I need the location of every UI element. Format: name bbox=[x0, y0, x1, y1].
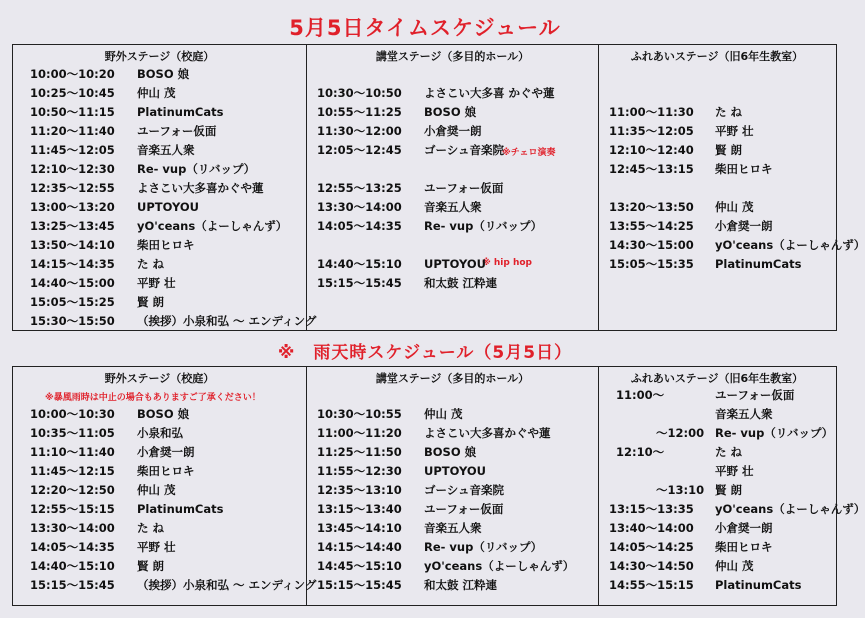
performer-name: ユーフォー仮面 bbox=[715, 388, 795, 402]
outdoor-stage-column bbox=[13, 45, 317, 330]
performer-name: ゴーシュ音楽院 bbox=[424, 483, 505, 497]
performer-name: 賢 朗 bbox=[715, 143, 743, 157]
performer-name: ユーフォー仮面 bbox=[137, 124, 217, 138]
performer-name: 柴田ヒロキ bbox=[715, 540, 773, 554]
performer-name: 音楽五人衆 bbox=[715, 407, 773, 421]
time-slot: 12:45〜13:15 bbox=[609, 162, 694, 176]
performer-name: 小泉和弘 bbox=[137, 426, 183, 440]
time-slot: 12:10〜 bbox=[616, 445, 665, 459]
time-slot: 15:15〜15:45 bbox=[317, 276, 402, 290]
performer-name: Re- vup（リバップ） bbox=[424, 540, 543, 554]
time-slot: 11:00〜 bbox=[616, 388, 665, 402]
performer-name: 仲山 茂 bbox=[715, 559, 754, 573]
time-slot: 14:40〜15:10 bbox=[30, 559, 115, 573]
performer-name: BOSO 娘 bbox=[137, 67, 190, 81]
time-slot: 13:30〜14:00 bbox=[30, 521, 115, 535]
performer-name: 柴田ヒロキ bbox=[137, 238, 195, 252]
time-slot: 14:45〜15:10 bbox=[317, 559, 402, 573]
performer-name: yO'ceans（よーしゃんず） bbox=[715, 238, 865, 252]
time-slot: 14:05〜14:25 bbox=[609, 540, 694, 554]
time-slot: 12:05〜12:45 bbox=[317, 143, 402, 157]
time-slot: 11:25〜11:50 bbox=[317, 445, 402, 459]
time-slot: 14:05〜14:35 bbox=[30, 540, 115, 554]
time-slot: 15:05〜15:25 bbox=[30, 295, 115, 309]
performer-name: 柴田ヒロキ bbox=[715, 162, 773, 176]
performer-name: 柴田ヒロキ bbox=[137, 464, 195, 478]
time-slot: 14:05〜14:35 bbox=[317, 219, 402, 233]
time-slot: 11:45〜12:15 bbox=[30, 464, 115, 478]
performer-name: PlatinumCats bbox=[715, 257, 802, 271]
time-slot: 11:00〜11:20 bbox=[317, 426, 402, 440]
performer-name: Re- vup（リバップ） bbox=[715, 426, 834, 440]
time-slot: 10:25〜10:45 bbox=[30, 86, 115, 100]
sunny-schedule-table bbox=[12, 44, 865, 331]
performer-name: BOSO 娘 bbox=[424, 445, 477, 459]
performer-name: ユーフォー仮面 bbox=[424, 502, 504, 516]
hall-stage-column bbox=[307, 367, 599, 605]
fureai-stage-column bbox=[599, 367, 865, 605]
hiphop-note: ※ hip hop bbox=[482, 258, 532, 268]
time-slot: 15:05〜15:35 bbox=[609, 257, 694, 271]
hall-stage-header: 講堂ステージ（多目的ホール） bbox=[375, 372, 530, 385]
time-slot: 13:40〜14:00 bbox=[609, 521, 694, 535]
time-slot: 13:45〜14:10 bbox=[317, 521, 402, 535]
performer-name: BOSO 娘 bbox=[137, 407, 190, 421]
time-slot: 10:00〜10:20 bbox=[30, 67, 115, 81]
time-slot: 10:30〜10:55 bbox=[317, 407, 402, 421]
performer-name: 仲山 茂 bbox=[715, 200, 754, 214]
performer-name: 小倉奨一朗 bbox=[715, 521, 773, 535]
time-slot: 11:30〜12:00 bbox=[317, 124, 402, 138]
time-slot: 13:30〜14:00 bbox=[317, 200, 402, 214]
performer-name: 音楽五人衆 bbox=[424, 200, 482, 214]
time-slot: 12:35〜12:55 bbox=[30, 181, 115, 195]
cello-note: ※チェロ演奏 bbox=[502, 148, 556, 158]
performer-name: PlatinumCats bbox=[137, 105, 224, 119]
performer-name: yO'ceans（よーしゃんず） bbox=[137, 219, 288, 233]
time-slot: 11:35〜12:05 bbox=[609, 124, 694, 138]
performer-name: Re- vup（リバップ） bbox=[137, 162, 256, 176]
time-slot: 12:10〜12:30 bbox=[30, 162, 115, 176]
time-slot: 14:40〜15:00 bbox=[30, 276, 115, 290]
performer-name: 小倉奨一朗 bbox=[424, 124, 482, 138]
time-slot: 12:55〜15:15 bbox=[30, 502, 115, 516]
performer-name: （挨拶）小泉和弘 〜 エンディング bbox=[137, 314, 317, 328]
time-slot: 13:20〜13:50 bbox=[609, 200, 694, 214]
time-slot: 14:30〜14:50 bbox=[609, 559, 694, 573]
time-slot: 10:55〜11:25 bbox=[317, 105, 402, 119]
performer-name: 音楽五人衆 bbox=[424, 521, 482, 535]
performer-name: PlatinumCats bbox=[137, 502, 224, 516]
hall-stage-column bbox=[307, 45, 599, 330]
time-slot: 13:15〜13:35 bbox=[609, 502, 694, 516]
fureai-stage-header: ふれあいステージ（旧6年生教室） bbox=[630, 372, 804, 385]
performer-name: 仲山 茂 bbox=[424, 407, 463, 421]
time-slot: 12:10〜12:40 bbox=[609, 143, 694, 157]
hall-stage-header: 講堂ステージ（多目的ホール） bbox=[375, 50, 530, 63]
performer-name: 賢 朗 bbox=[137, 559, 165, 573]
page-title: 5月5日タイムスケジュール bbox=[289, 16, 561, 40]
fureai-stage-column bbox=[599, 45, 865, 330]
performer-name: 音楽五人衆 bbox=[137, 143, 195, 157]
time-slot: 14:15〜14:40 bbox=[317, 540, 402, 554]
performer-name: 和太鼓 江粋連 bbox=[424, 578, 498, 592]
performer-name: 賢 朗 bbox=[715, 483, 743, 497]
performer-name: よさこい大多喜かぐや蓮 bbox=[424, 426, 551, 440]
performer-name: よさこい大多喜かぐや蓮 bbox=[137, 181, 264, 195]
storm-notice: ※暴風雨時は中止の場合もありますご了承ください！ bbox=[45, 393, 261, 403]
time-slot: 15:15〜15:45 bbox=[317, 578, 402, 592]
outdoor-stage-column bbox=[13, 367, 317, 605]
time-slot: 〜12:00 bbox=[656, 426, 705, 440]
performer-name: 賢 朗 bbox=[137, 295, 165, 309]
performer-name: 平野 壮 bbox=[137, 276, 176, 290]
time-slot: 15:15〜15:45 bbox=[30, 578, 115, 592]
time-slot: 15:30〜15:50 bbox=[30, 314, 115, 328]
time-slot: 14:40〜15:10 bbox=[317, 257, 402, 271]
time-slot: 13:55〜14:25 bbox=[609, 219, 694, 233]
fureai-stage-header: ふれあいステージ（旧6年生教室） bbox=[630, 50, 804, 63]
performer-name: 平野 壮 bbox=[715, 464, 754, 478]
performer-name: 小倉奨一朗 bbox=[137, 445, 195, 459]
performer-name: た ね bbox=[715, 105, 743, 119]
time-slot: 13:00〜13:20 bbox=[30, 200, 115, 214]
time-slot: 11:00〜11:30 bbox=[609, 105, 694, 119]
performer-name: PlatinumCats bbox=[715, 578, 802, 592]
time-slot: 13:25〜13:45 bbox=[30, 219, 115, 233]
performer-name: Re- vup（リバップ） bbox=[424, 219, 543, 233]
performer-name: ユーフォー仮面 bbox=[424, 181, 504, 195]
time-slot: 13:50〜14:10 bbox=[30, 238, 115, 252]
performer-name: UPTOYOU bbox=[424, 257, 487, 271]
performer-name: 平野 壮 bbox=[137, 540, 176, 554]
time-slot: 13:15〜13:40 bbox=[317, 502, 402, 516]
time-slot: 14:15〜14:35 bbox=[30, 257, 115, 271]
time-slot: 12:35〜13:10 bbox=[317, 483, 402, 497]
outdoor-stage-header: 野外ステージ（校庭） bbox=[104, 372, 215, 385]
performer-name: ゴーシュ音楽院 bbox=[424, 143, 505, 157]
performer-name: UPTOYOU bbox=[137, 200, 200, 214]
performer-name: よさこい大多喜 かぐや蓮 bbox=[424, 86, 555, 100]
rain-schedule-title: ※ 雨天時スケジュール（5月5日） bbox=[277, 343, 573, 363]
performer-name: yO'ceans（よーしゃんず） bbox=[715, 502, 865, 516]
performer-name: 小倉奨一朗 bbox=[715, 219, 773, 233]
time-slot: 〜13:10 bbox=[656, 483, 705, 497]
performer-name: BOSO 娘 bbox=[424, 105, 477, 119]
performer-name: UPTOYOU bbox=[424, 464, 487, 478]
time-slot: 11:45〜12:05 bbox=[30, 143, 115, 157]
rain-schedule-table bbox=[12, 366, 865, 606]
time-slot: 11:55〜12:30 bbox=[317, 464, 402, 478]
time-slot: 10:35〜11:05 bbox=[30, 426, 115, 440]
time-slot: 14:55〜15:15 bbox=[609, 578, 694, 592]
time-slot: 11:10〜11:40 bbox=[30, 445, 115, 459]
performer-name: 仲山 茂 bbox=[137, 86, 176, 100]
performer-name: 平野 壮 bbox=[715, 124, 754, 138]
performer-name: yO'ceans（よーしゃんず） bbox=[424, 559, 575, 573]
performer-name: た ね bbox=[715, 445, 743, 459]
performer-name: た ね bbox=[137, 521, 165, 535]
performer-name: 仲山 茂 bbox=[137, 483, 176, 497]
time-slot: 11:20〜11:40 bbox=[30, 124, 115, 138]
time-slot: 12:55〜13:25 bbox=[317, 181, 402, 195]
time-slot: 10:30〜10:50 bbox=[317, 86, 402, 100]
performer-name: 和太鼓 江粋連 bbox=[424, 276, 498, 290]
performer-name: （挨拶）小泉和弘 〜 エンディング bbox=[137, 578, 317, 592]
time-slot: 10:50〜11:15 bbox=[30, 105, 115, 119]
time-slot: 10:00〜10:30 bbox=[30, 407, 115, 421]
time-slot: 12:20〜12:50 bbox=[30, 483, 115, 497]
performer-name: た ね bbox=[137, 257, 165, 271]
time-slot: 14:30〜15:00 bbox=[609, 238, 694, 252]
outdoor-stage-header: 野外ステージ（校庭） bbox=[104, 50, 215, 63]
